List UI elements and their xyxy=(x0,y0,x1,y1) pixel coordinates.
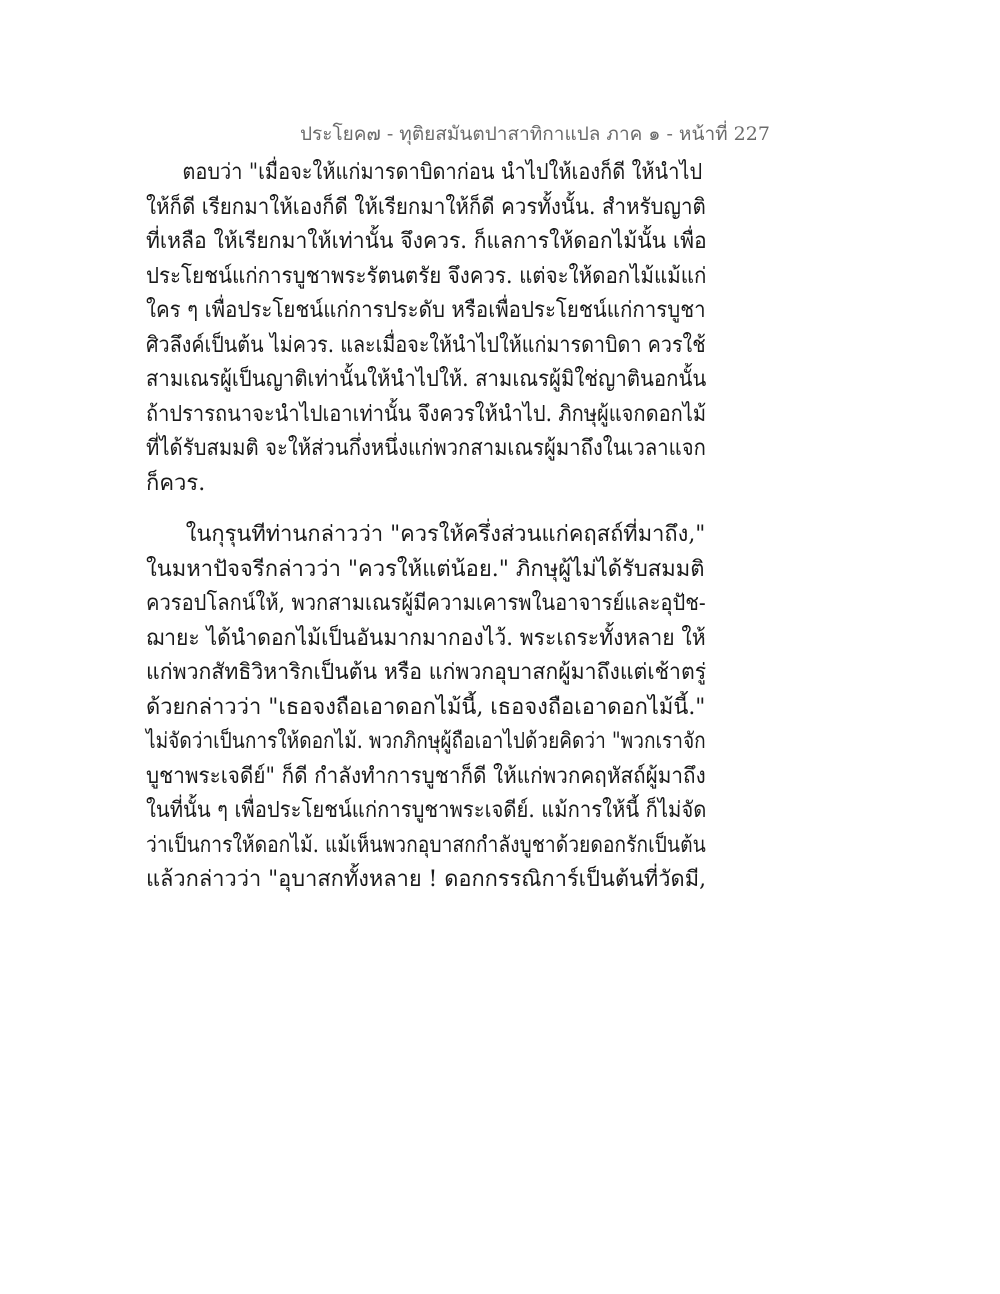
text-line: ฌายะ ได้นำดอกไม้เป็นอันมากมากองไว้. พระเถระทั้งหลาย ให้ xyxy=(146,625,706,651)
paragraph-2 xyxy=(146,518,706,898)
text-line: ถ้าปรารถนาจะนำไปเอาเท่านั้น จึงควรให้นำไป. ภิกษุผู้แจกดอกไม้ xyxy=(146,401,707,427)
text-line: ควรอปโลกน์ให้, พวกสามเณรผู้มีความเคารพในอาจารย์และอุปัช- xyxy=(146,591,706,616)
text-line: ให้ก็ดี เรียกมาให้เองก็ดี ให้เรียกมาให้ก็ดี ควรทั้งนั้น. สำหรับญาติ xyxy=(146,194,706,220)
text-line: ในมหาปัจจรีกล่าวว่า "ควรให้แต่น้อย." ภิกษุผู้ไม่ได้รับสมมติ xyxy=(146,556,705,582)
running-header: ประโยค๗ - ทุติยสมันตปาสาทิกาแปล ภาค ๑ - หน้าที่ 227 xyxy=(300,123,770,145)
text-line: ว่าเป็นการให้ดอกไม้. แม้เห็นพวกอุบาสกกำลังบูชาด้วยดอกรักเป็นต้น xyxy=(146,832,706,858)
text-line: แล้วกล่าวว่า "อุบาสกทั้งหลาย ! ดอกกรรณิการ์เป็นต้นที่วัดมี, xyxy=(146,867,707,892)
text-line: ประโยชน์แก่การบูชาพระรัตนตรัย จึงควร. แต่จะให้ดอกไม้แม้แก่ xyxy=(146,263,707,289)
text-line: ในกุรุนทีท่านกล่าวว่า "ควรให้ครึ่งส่วนแก่คฤสถ์ที่มาถึง," xyxy=(185,522,706,547)
text-line: ตอบว่า "เมื่อจะให้แก่มารดาบิดาก่อน นำไปให้เองก็ดี ให้นำไป xyxy=(182,160,703,185)
text-line: ใคร ๆ เพื่อประโยชน์แก่การประดับ หรือเพื่อประโยชน์แก่การบูชา xyxy=(146,298,706,323)
text-line: บูชาพระเจดีย์" ก็ดี กำลังทำการบูชาก็ดี ให้แก่พวกคฤหัสถ์ผู้มาถึง xyxy=(146,763,706,789)
text-line: ที่เหลือ ให้เรียกมาให้เท่านั้น จึงควร. ก็แลการให้ดอกไม้นั้น เพื่อ xyxy=(146,229,707,254)
paragraph-gap xyxy=(146,501,706,518)
text-line: ในที่นั้น ๆ เพื่อประโยชน์แก่การบูชาพระเจดีย์. แม้การให้นี้ ก็ไม่จัด xyxy=(146,798,707,823)
text-line: ที่ได้รับสมมติ จะให้ส่วนกึ่งหนึ่งแก่พวกสามเณรผู้มาถึงในเวลาแจก xyxy=(146,436,706,461)
paragraph-1 xyxy=(146,156,706,501)
text-line: แก่พวกสัทธิวิหาริกเป็นต้น หรือ แก่พวกอุบาสกผู้มาถึงแต่เช้าตรู่ xyxy=(146,660,707,685)
text-line: ไม่จัดว่าเป็นการให้ดอกไม้. พวกภิกษุผู้ถือเอาไปด้วยคิดว่า "พวกเราจัก xyxy=(146,729,706,754)
text-line: สามเณรผู้เป็นญาติเท่านั้นให้นำไปให้. สามเณรผู้มิใช่ญาตินอกนั้น xyxy=(146,367,707,392)
body-text xyxy=(146,156,706,898)
text-line: ศิวลึงค์เป็นต้น ไม่ควร. และเมื่อจะให้นำไปให้แก่มารดาบิดา ควรใช้ xyxy=(146,332,706,358)
text-line: ก็ควร. xyxy=(146,470,206,496)
text-line: ด้วยกล่าวว่า "เธอจงถือเอาดอกไม้นี้, เธอจงถือเอาดอกไม้นี้." xyxy=(146,694,706,720)
